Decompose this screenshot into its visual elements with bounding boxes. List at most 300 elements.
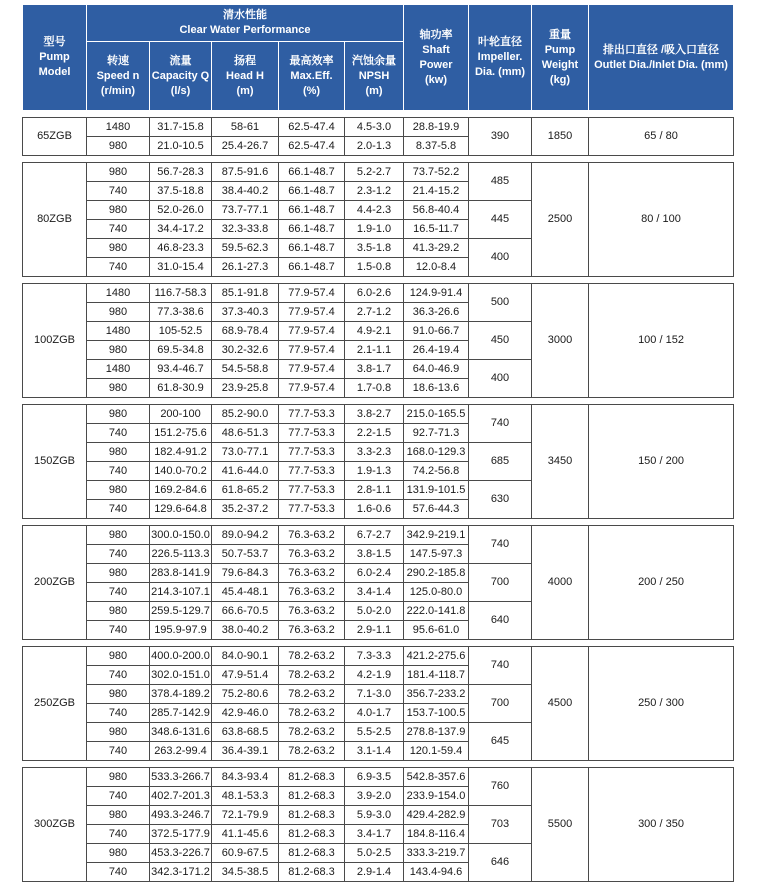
speed-cell: 980 bbox=[87, 443, 150, 462]
shaft-power-cell: 91.0-66.7 bbox=[404, 322, 469, 341]
header-npsh-line: (m) bbox=[365, 84, 383, 97]
head-cell: 72.1-79.9 bbox=[212, 806, 279, 825]
impeller-cell: 646 bbox=[469, 844, 532, 882]
npsh-cell: 1.9-1.0 bbox=[345, 220, 404, 239]
efficiency-cell: 62.5-47.4 bbox=[279, 137, 345, 156]
header-clear-water bbox=[87, 5, 404, 42]
header-model-line: Model bbox=[38, 66, 71, 78]
shaft-power-cell: 16.5-11.7 bbox=[404, 220, 469, 239]
header-shaft-power-line: (kw) bbox=[425, 73, 447, 86]
efficiency-cell: 78.2-63.2 bbox=[279, 685, 345, 704]
speed-cell: 1480 bbox=[87, 322, 150, 341]
head-cell: 50.7-53.7 bbox=[212, 545, 279, 564]
weight-cell: 3000 bbox=[532, 284, 589, 398]
head-cell: 75.2-80.6 bbox=[212, 685, 279, 704]
efficiency-cell: 81.2-68.3 bbox=[279, 787, 345, 806]
head-cell: 85.2-90.0 bbox=[212, 405, 279, 424]
efficiency-cell: 66.1-48.7 bbox=[279, 182, 345, 201]
impeller-cell: 740 bbox=[469, 405, 532, 443]
head-cell: 73.7-77.1 bbox=[212, 201, 279, 220]
capacity-cell: 61.8-30.9 bbox=[150, 379, 212, 398]
speed-cell: 980 bbox=[87, 481, 150, 500]
model-cell: 150ZGB bbox=[23, 405, 87, 519]
head-cell: 47.9-51.4 bbox=[212, 666, 279, 685]
impeller-cell: 630 bbox=[469, 481, 532, 519]
npsh-cell: 3.3-2.3 bbox=[345, 443, 404, 462]
speed-cell: 1480 bbox=[87, 360, 150, 379]
head-cell: 41.1-45.6 bbox=[212, 825, 279, 844]
header-outlet-inlet-line: 排出口直径 /吸入口直径 bbox=[602, 43, 720, 56]
shaft-power-cell: 290.2-185.8 bbox=[404, 564, 469, 583]
head-cell: 48.6-51.3 bbox=[212, 424, 279, 443]
npsh-cell: 1.7-0.8 bbox=[345, 379, 404, 398]
header-model bbox=[23, 5, 87, 111]
header-outlet-inlet-line: Outlet Dia./Inlet Dia. (mm) bbox=[594, 58, 728, 71]
efficiency-cell: 77.7-53.3 bbox=[279, 424, 345, 443]
model-cell: 80ZGB bbox=[23, 163, 87, 277]
header-impeller-line: Impeller. bbox=[477, 51, 523, 63]
efficiency-cell: 78.2-63.2 bbox=[279, 666, 345, 685]
efficiency-cell: 66.1-48.7 bbox=[279, 220, 345, 239]
header-impeller-line: Dia. (mm) bbox=[474, 66, 526, 78]
speed-cell: 740 bbox=[87, 704, 150, 723]
group-spacer bbox=[23, 156, 734, 163]
shaft-power-cell: 74.2-56.8 bbox=[404, 462, 469, 481]
group-spacer bbox=[23, 277, 734, 284]
head-cell: 37.3-40.3 bbox=[212, 303, 279, 322]
weight-cell: 2500 bbox=[532, 163, 589, 277]
speed-cell: 980 bbox=[87, 137, 150, 156]
npsh-cell: 1.5-0.8 bbox=[345, 258, 404, 277]
efficiency-cell: 66.1-48.7 bbox=[279, 163, 345, 182]
npsh-cell: 3.5-1.8 bbox=[345, 239, 404, 258]
speed-cell: 740 bbox=[87, 424, 150, 443]
header-head-line: (m) bbox=[236, 84, 254, 97]
shaft-power-cell: 184.8-116.4 bbox=[404, 825, 469, 844]
capacity-cell: 21.0-10.5 bbox=[150, 137, 212, 156]
model-cell: 100ZGB bbox=[23, 284, 87, 398]
group-spacer-cell bbox=[23, 111, 734, 118]
model-cell: 250ZGB bbox=[23, 647, 87, 761]
shaft-power-cell: 12.0-8.4 bbox=[404, 258, 469, 277]
efficiency-cell: 78.2-63.2 bbox=[279, 723, 345, 742]
impeller-cell: 700 bbox=[469, 564, 532, 602]
capacity-cell: 402.7-201.3 bbox=[150, 787, 212, 806]
shaft-power-cell: 356.7-233.2 bbox=[404, 685, 469, 704]
capacity-cell: 31.0-15.4 bbox=[150, 258, 212, 277]
npsh-cell: 2.0-1.3 bbox=[345, 137, 404, 156]
efficiency-cell: 77.7-53.3 bbox=[279, 443, 345, 462]
outlet-inlet-cell: 200 / 250 bbox=[589, 526, 734, 640]
efficiency-cell: 81.2-68.3 bbox=[279, 768, 345, 787]
group-spacer-cell bbox=[23, 519, 734, 526]
npsh-cell: 6.7-2.7 bbox=[345, 526, 404, 545]
head-cell: 30.2-32.6 bbox=[212, 341, 279, 360]
speed-cell: 740 bbox=[87, 621, 150, 640]
group-spacer bbox=[23, 519, 734, 526]
header-shaft-power-line: Shaft bbox=[422, 43, 450, 56]
shaft-power-cell: 181.4-118.7 bbox=[404, 666, 469, 685]
head-cell: 60.9-67.5 bbox=[212, 844, 279, 863]
shaft-power-cell: 168.0-129.3 bbox=[404, 443, 469, 462]
speed-cell: 980 bbox=[87, 341, 150, 360]
npsh-cell: 7.3-3.3 bbox=[345, 647, 404, 666]
npsh-cell: 2.7-1.2 bbox=[345, 303, 404, 322]
capacity-cell: 342.3-171.2 bbox=[150, 863, 212, 882]
outlet-inlet-cell: 150 / 200 bbox=[589, 405, 734, 519]
header-head bbox=[212, 42, 279, 111]
efficiency-cell: 76.3-63.2 bbox=[279, 564, 345, 583]
npsh-cell: 4.9-2.1 bbox=[345, 322, 404, 341]
speed-cell: 740 bbox=[87, 583, 150, 602]
head-cell: 25.4-26.7 bbox=[212, 137, 279, 156]
speed-cell: 980 bbox=[87, 602, 150, 621]
impeller-cell: 485 bbox=[469, 163, 532, 201]
npsh-cell: 6.0-2.6 bbox=[345, 284, 404, 303]
header-speed-line: Speed n bbox=[96, 69, 140, 82]
header-speed bbox=[87, 42, 150, 111]
shaft-power-cell: 56.8-40.4 bbox=[404, 201, 469, 220]
capacity-cell: 263.2-99.4 bbox=[150, 742, 212, 761]
efficiency-cell: 77.7-53.3 bbox=[279, 500, 345, 519]
shaft-power-cell: 120.1-59.4 bbox=[404, 742, 469, 761]
outlet-inlet-cell: 80 / 100 bbox=[589, 163, 734, 277]
efficiency-cell: 66.1-48.7 bbox=[279, 258, 345, 277]
header-impeller-line: 叶轮直径 bbox=[478, 36, 522, 48]
capacity-cell: 31.7-15.8 bbox=[150, 118, 212, 137]
impeller-cell: 400 bbox=[469, 360, 532, 398]
shaft-power-cell: 222.0-141.8 bbox=[404, 602, 469, 621]
head-cell: 85.1-91.8 bbox=[212, 284, 279, 303]
group-spacer-cell bbox=[23, 640, 734, 647]
header-clear-water-line: Clear Water Performance bbox=[179, 24, 311, 36]
weight-cell: 5500 bbox=[532, 768, 589, 882]
table-row bbox=[23, 405, 734, 424]
model-cell: 300ZGB bbox=[23, 768, 87, 882]
head-cell: 32.3-33.8 bbox=[212, 220, 279, 239]
table-row bbox=[23, 284, 734, 303]
table-row bbox=[23, 647, 734, 666]
efficiency-cell: 77.9-57.4 bbox=[279, 322, 345, 341]
header-capacity bbox=[150, 42, 212, 111]
npsh-cell: 3.9-2.0 bbox=[345, 787, 404, 806]
group-spacer bbox=[23, 398, 734, 405]
speed-cell: 980 bbox=[87, 239, 150, 258]
efficiency-cell: 77.9-57.4 bbox=[279, 379, 345, 398]
head-cell: 48.1-53.3 bbox=[212, 787, 279, 806]
speed-cell: 980 bbox=[87, 685, 150, 704]
efficiency-cell: 77.9-57.4 bbox=[279, 341, 345, 360]
speed-cell: 740 bbox=[87, 258, 150, 277]
head-cell: 45.4-48.1 bbox=[212, 583, 279, 602]
speed-cell: 740 bbox=[87, 462, 150, 481]
impeller-cell: 445 bbox=[469, 201, 532, 239]
capacity-cell: 348.6-131.6 bbox=[150, 723, 212, 742]
npsh-cell: 4.0-1.7 bbox=[345, 704, 404, 723]
header-shaft-power bbox=[404, 5, 469, 111]
head-cell: 73.0-77.1 bbox=[212, 443, 279, 462]
impeller-cell: 703 bbox=[469, 806, 532, 844]
head-cell: 59.5-62.3 bbox=[212, 239, 279, 258]
header-efficiency-line: Max.Eff. bbox=[290, 69, 333, 82]
npsh-cell: 6.0-2.4 bbox=[345, 564, 404, 583]
group-spacer-cell bbox=[23, 398, 734, 405]
header-shaft-power-line: 轴功率 bbox=[419, 28, 453, 41]
npsh-cell: 4.2-1.9 bbox=[345, 666, 404, 685]
efficiency-cell: 76.3-63.2 bbox=[279, 621, 345, 640]
capacity-cell: 259.5-129.7 bbox=[150, 602, 212, 621]
npsh-cell: 3.8-1.7 bbox=[345, 360, 404, 379]
efficiency-cell: 76.3-63.2 bbox=[279, 602, 345, 621]
header-shaft-power-line: Power bbox=[419, 58, 453, 71]
outlet-inlet-cell: 300 / 350 bbox=[589, 768, 734, 882]
npsh-cell: 2.9-1.4 bbox=[345, 863, 404, 882]
capacity-cell: 116.7-58.3 bbox=[150, 284, 212, 303]
weight-cell: 4500 bbox=[532, 647, 589, 761]
shaft-power-cell: 233.9-154.0 bbox=[404, 787, 469, 806]
npsh-cell: 5.2-2.7 bbox=[345, 163, 404, 182]
header-npsh bbox=[345, 42, 404, 111]
header-weight-line: Pump bbox=[544, 43, 576, 56]
impeller-cell: 700 bbox=[469, 685, 532, 723]
head-cell: 34.5-38.5 bbox=[212, 863, 279, 882]
shaft-power-cell: 131.9-101.5 bbox=[404, 481, 469, 500]
efficiency-cell: 81.2-68.3 bbox=[279, 863, 345, 882]
impeller-cell: 740 bbox=[469, 526, 532, 564]
capacity-cell: 283.8-141.9 bbox=[150, 564, 212, 583]
shaft-power-cell: 18.6-13.6 bbox=[404, 379, 469, 398]
npsh-cell: 1.6-0.6 bbox=[345, 500, 404, 519]
capacity-cell: 56.7-28.3 bbox=[150, 163, 212, 182]
speed-cell: 980 bbox=[87, 405, 150, 424]
header-weight bbox=[532, 5, 589, 111]
head-cell: 36.4-39.1 bbox=[212, 742, 279, 761]
shaft-power-cell: 26.4-19.4 bbox=[404, 341, 469, 360]
pump-spec-table-container bbox=[22, 4, 734, 882]
shaft-power-cell: 8.37-5.8 bbox=[404, 137, 469, 156]
speed-cell: 740 bbox=[87, 787, 150, 806]
shaft-power-cell: 64.0-46.9 bbox=[404, 360, 469, 379]
shaft-power-cell: 421.2-275.6 bbox=[404, 647, 469, 666]
speed-cell: 980 bbox=[87, 844, 150, 863]
shaft-power-cell: 215.0-165.5 bbox=[404, 405, 469, 424]
capacity-cell: 195.9-97.9 bbox=[150, 621, 212, 640]
head-cell: 79.6-84.3 bbox=[212, 564, 279, 583]
capacity-cell: 169.2-84.6 bbox=[150, 481, 212, 500]
head-cell: 84.3-93.4 bbox=[212, 768, 279, 787]
header-weight-line: 重量 bbox=[549, 28, 571, 41]
head-cell: 38.4-40.2 bbox=[212, 182, 279, 201]
capacity-cell: 300.0-150.0 bbox=[150, 526, 212, 545]
capacity-cell: 52.0-26.0 bbox=[150, 201, 212, 220]
speed-cell: 980 bbox=[87, 768, 150, 787]
header-impeller bbox=[469, 5, 532, 111]
capacity-cell: 93.4-46.7 bbox=[150, 360, 212, 379]
npsh-cell: 2.1-1.1 bbox=[345, 341, 404, 360]
speed-cell: 980 bbox=[87, 723, 150, 742]
table-header bbox=[23, 5, 734, 111]
speed-cell: 980 bbox=[87, 647, 150, 666]
table-row bbox=[23, 163, 734, 182]
shaft-power-cell: 73.7-52.2 bbox=[404, 163, 469, 182]
efficiency-cell: 77.9-57.4 bbox=[279, 360, 345, 379]
outlet-inlet-cell: 250 / 300 bbox=[589, 647, 734, 761]
speed-cell: 740 bbox=[87, 742, 150, 761]
group-spacer-cell bbox=[23, 156, 734, 163]
npsh-cell: 5.0-2.0 bbox=[345, 602, 404, 621]
head-cell: 58-61 bbox=[212, 118, 279, 137]
group-spacer bbox=[23, 111, 734, 118]
speed-cell: 980 bbox=[87, 201, 150, 220]
outlet-inlet-cell: 100 / 152 bbox=[589, 284, 734, 398]
group-spacer-cell bbox=[23, 277, 734, 284]
npsh-cell: 4.4-2.3 bbox=[345, 201, 404, 220]
impeller-cell: 400 bbox=[469, 239, 532, 277]
capacity-cell: 378.4-189.2 bbox=[150, 685, 212, 704]
efficiency-cell: 78.2-63.2 bbox=[279, 742, 345, 761]
npsh-cell: 5.9-3.0 bbox=[345, 806, 404, 825]
weight-cell: 3450 bbox=[532, 405, 589, 519]
efficiency-cell: 77.7-53.3 bbox=[279, 462, 345, 481]
model-cell: 65ZGB bbox=[23, 118, 87, 156]
header-capacity-line: (l/s) bbox=[170, 84, 191, 97]
efficiency-cell: 77.9-57.4 bbox=[279, 303, 345, 322]
speed-cell: 740 bbox=[87, 825, 150, 844]
impeller-cell: 640 bbox=[469, 602, 532, 640]
model-cell: 200ZGB bbox=[23, 526, 87, 640]
shaft-power-cell: 147.5-97.3 bbox=[404, 545, 469, 564]
header-npsh-line: 汽蚀余量 bbox=[352, 54, 396, 67]
npsh-cell: 2.2-1.5 bbox=[345, 424, 404, 443]
head-cell: 54.5-58.8 bbox=[212, 360, 279, 379]
table-body bbox=[23, 111, 734, 882]
speed-cell: 740 bbox=[87, 545, 150, 564]
group-spacer bbox=[23, 761, 734, 768]
pump-performance-table bbox=[22, 4, 734, 882]
head-cell: 26.1-27.3 bbox=[212, 258, 279, 277]
efficiency-cell: 76.3-63.2 bbox=[279, 526, 345, 545]
outlet-inlet-cell: 65 / 80 bbox=[589, 118, 734, 156]
head-cell: 68.9-78.4 bbox=[212, 322, 279, 341]
header-capacity-line: 流量 bbox=[169, 54, 192, 67]
capacity-cell: 200-100 bbox=[150, 405, 212, 424]
header-outlet-inlet bbox=[589, 5, 734, 111]
efficiency-cell: 78.2-63.2 bbox=[279, 647, 345, 666]
speed-cell: 1480 bbox=[87, 284, 150, 303]
speed-cell: 740 bbox=[87, 220, 150, 239]
shaft-power-cell: 153.7-100.5 bbox=[404, 704, 469, 723]
shaft-power-cell: 429.4-282.9 bbox=[404, 806, 469, 825]
header-model-line: Pump bbox=[39, 51, 70, 63]
header-weight-line: (kg) bbox=[549, 73, 571, 86]
impeller-cell: 450 bbox=[469, 322, 532, 360]
head-cell: 23.9-25.8 bbox=[212, 379, 279, 398]
impeller-cell: 390 bbox=[469, 118, 532, 156]
npsh-cell: 3.8-2.7 bbox=[345, 405, 404, 424]
group-spacer-cell bbox=[23, 761, 734, 768]
npsh-cell: 2.3-1.2 bbox=[345, 182, 404, 201]
table-row bbox=[23, 118, 734, 137]
header-efficiency-line: (%) bbox=[302, 84, 321, 97]
capacity-cell: 46.8-23.3 bbox=[150, 239, 212, 258]
shaft-power-cell: 92.7-71.3 bbox=[404, 424, 469, 443]
shaft-power-cell: 36.3-26.6 bbox=[404, 303, 469, 322]
efficiency-cell: 81.2-68.3 bbox=[279, 825, 345, 844]
head-cell: 84.0-90.1 bbox=[212, 647, 279, 666]
impeller-cell: 760 bbox=[469, 768, 532, 806]
capacity-cell: 533.3-266.7 bbox=[150, 768, 212, 787]
header-speed-line: 转速 bbox=[107, 54, 129, 67]
group-spacer bbox=[23, 640, 734, 647]
head-cell: 63.8-68.5 bbox=[212, 723, 279, 742]
shaft-power-cell: 143.4-94.6 bbox=[404, 863, 469, 882]
header-capacity-line: Capacity Q bbox=[151, 69, 210, 82]
shaft-power-cell: 125.0-80.0 bbox=[404, 583, 469, 602]
shaft-power-cell: 333.3-219.7 bbox=[404, 844, 469, 863]
npsh-cell: 3.1-1.4 bbox=[345, 742, 404, 761]
capacity-cell: 182.4-91.2 bbox=[150, 443, 212, 462]
npsh-cell: 6.9-3.5 bbox=[345, 768, 404, 787]
efficiency-cell: 62.5-47.4 bbox=[279, 118, 345, 137]
header-head-line: Head H bbox=[226, 69, 264, 82]
capacity-cell: 214.3-107.1 bbox=[150, 583, 212, 602]
npsh-cell: 2.9-1.1 bbox=[345, 621, 404, 640]
speed-cell: 980 bbox=[87, 564, 150, 583]
shaft-power-cell: 342.9-219.1 bbox=[404, 526, 469, 545]
impeller-cell: 685 bbox=[469, 443, 532, 481]
npsh-cell: 7.1-3.0 bbox=[345, 685, 404, 704]
impeller-cell: 500 bbox=[469, 284, 532, 322]
npsh-cell: 3.8-1.5 bbox=[345, 545, 404, 564]
capacity-cell: 151.2-75.6 bbox=[150, 424, 212, 443]
header-efficiency bbox=[279, 42, 345, 111]
capacity-cell: 37.5-18.8 bbox=[150, 182, 212, 201]
head-cell: 35.2-37.2 bbox=[212, 500, 279, 519]
efficiency-cell: 77.7-53.3 bbox=[279, 405, 345, 424]
npsh-cell: 5.5-2.5 bbox=[345, 723, 404, 742]
speed-cell: 980 bbox=[87, 806, 150, 825]
speed-cell: 740 bbox=[87, 863, 150, 882]
npsh-cell: 4.5-3.0 bbox=[345, 118, 404, 137]
efficiency-cell: 66.1-48.7 bbox=[279, 201, 345, 220]
shaft-power-cell: 21.4-15.2 bbox=[404, 182, 469, 201]
shaft-power-cell: 278.8-137.9 bbox=[404, 723, 469, 742]
npsh-cell: 2.8-1.1 bbox=[345, 481, 404, 500]
efficiency-cell: 77.9-57.4 bbox=[279, 284, 345, 303]
weight-cell: 1850 bbox=[532, 118, 589, 156]
efficiency-cell: 77.7-53.3 bbox=[279, 481, 345, 500]
shaft-power-cell: 542.8-357.6 bbox=[404, 768, 469, 787]
capacity-cell: 302.0-151.0 bbox=[150, 666, 212, 685]
header-weight-line: Weight bbox=[541, 58, 579, 71]
speed-cell: 740 bbox=[87, 500, 150, 519]
speed-cell: 740 bbox=[87, 666, 150, 685]
efficiency-cell: 81.2-68.3 bbox=[279, 806, 345, 825]
capacity-cell: 140.0-70.2 bbox=[150, 462, 212, 481]
capacity-cell: 34.4-17.2 bbox=[150, 220, 212, 239]
speed-cell: 980 bbox=[87, 163, 150, 182]
capacity-cell: 129.6-64.8 bbox=[150, 500, 212, 519]
impeller-cell: 740 bbox=[469, 647, 532, 685]
shaft-power-cell: 124.9-91.4 bbox=[404, 284, 469, 303]
npsh-cell: 5.0-2.5 bbox=[345, 844, 404, 863]
efficiency-cell: 81.2-68.3 bbox=[279, 844, 345, 863]
efficiency-cell: 76.3-63.2 bbox=[279, 545, 345, 564]
capacity-cell: 69.5-34.8 bbox=[150, 341, 212, 360]
head-cell: 38.0-40.2 bbox=[212, 621, 279, 640]
speed-cell: 1480 bbox=[87, 118, 150, 137]
shaft-power-cell: 95.6-61.0 bbox=[404, 621, 469, 640]
